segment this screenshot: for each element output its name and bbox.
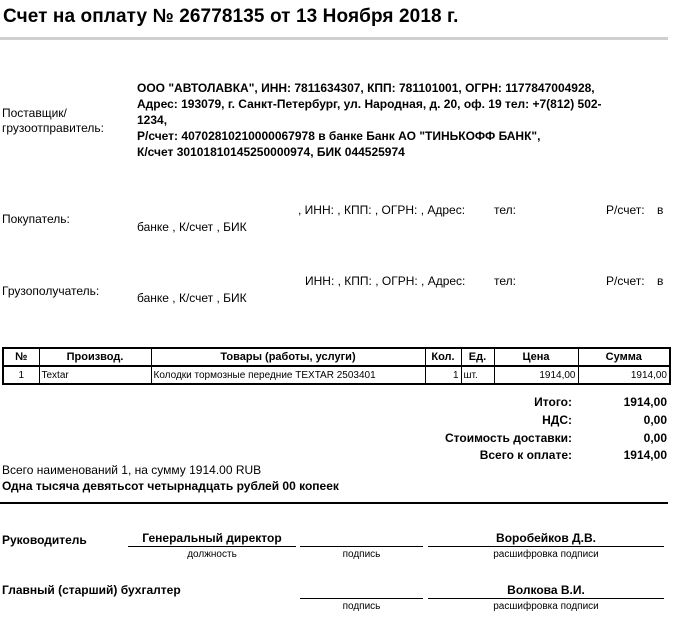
cell-unit: шт. [461,366,494,384]
grand-total-value: 1914,00 [623,448,667,462]
table-header-row [3,348,670,366]
col-header-unit: Ед. [461,348,494,366]
cell-number: 1 [3,366,39,384]
consignee-line2: банке , К/счет , БИК [137,291,247,305]
summary-count: Всего наименований 1, на сумму 1914.00 RUB [2,463,262,477]
supplier-label [2,106,104,136]
cell-qty: 1 [425,366,461,384]
supplier-line4: Р/счет: 40702810210000067978 в банке Банк АО "ТИНЬКОФФ БАНК", [137,129,541,143]
accountant-role: Главный (старший) бухгалтер [2,583,181,597]
cell-goods: Колодки тормозные передние TEXTAR 2503401 [151,366,425,384]
cell-price: 1914,00 [494,366,578,384]
supplier-line3: 1234, [137,113,168,127]
table-row [3,366,670,384]
caption-decoding-director: расшифровка подписи [493,549,599,560]
director-role: Руководитель [2,533,87,547]
buyer-line1: , ИНН: , КПП: , ОГРН: , Адрес: [298,203,466,217]
vat-value: 0,00 [643,413,667,427]
invoice-title: Счет на оплату № 26778135 от 13 Ноября 2018 г. [3,6,459,27]
buyer-phone: тел: [494,203,516,217]
accountant-name-field [428,583,664,599]
col-header-manufacturer: Производ. [39,348,151,366]
buyer-bank-in: в [657,203,664,217]
supplier-line2: Адрес: 193079, г. Санкт-Петербург, ул. Народная, д. 20, оф. 19 тел: +7(812) 502- [137,97,602,111]
total-label: Итого: [534,395,572,409]
consignee-bank-in: в [657,274,664,288]
supplier-details [137,80,662,160]
col-header-sum: Сумма [578,348,670,366]
grand-total-label: Всего к оплате: [479,448,572,462]
summary-divider [0,502,668,504]
supplier-label-line2: грузоотправитель: [2,121,105,135]
caption-signature-accountant: подпись [342,601,381,612]
caption-signature-director: подпись [342,549,381,560]
title-divider [0,37,668,40]
vat-label: НДС: [542,413,572,427]
consignee-label: Грузополучатель: [2,284,100,298]
caption-position: должность [187,549,237,560]
accountant-name: Волкова В.И. [507,583,585,597]
delivery-label: Стоимость доставки: [444,431,572,445]
director-position-field [128,531,296,547]
consignee-account: Р/счет: [606,274,645,288]
supplier-line5: К/счет 30101810145250000974, БИК 044525974 [137,145,405,159]
caption-decoding-accountant: расшифровка подписи [493,601,599,612]
director-signature-field [300,531,423,547]
cell-sum: 1914,00 [578,366,670,384]
consignee-phone: тел: [494,274,516,288]
director-name-field [428,531,664,547]
accountant-signature-field [300,583,423,599]
delivery-value: 0,00 [643,431,667,445]
col-header-goods: Товары (работы, услуги) [151,348,425,366]
buyer-line2: банке , К/счет , БИК [137,220,247,234]
col-header-number: № [3,348,39,366]
director-name: Воробейков Д.В. [496,531,596,545]
director-position: Генеральный директор [142,531,282,545]
summary-words: Одна тысяча девятьсот четырнадцать рублей 00 копеек [2,479,339,493]
cell-manufacturer: Textar [39,366,151,384]
supplier-label-line1: Поставщик/ [2,106,67,120]
buyer-account: Р/счет: [606,203,645,217]
consignee-line1: ИНН: , КПП: , ОГРН: , Адрес: [305,274,466,288]
items-table [2,347,671,385]
col-header-price: Цена [494,348,578,366]
col-header-qty: Кол. [425,348,461,366]
total-value: 1914,00 [623,395,667,409]
supplier-line1: ООО "АВТОЛАВКА", ИНН: 7811634307, КПП: 781101001, ОГРН: 1177847004928, [137,81,595,95]
buyer-label: Покупатель: [2,212,70,226]
